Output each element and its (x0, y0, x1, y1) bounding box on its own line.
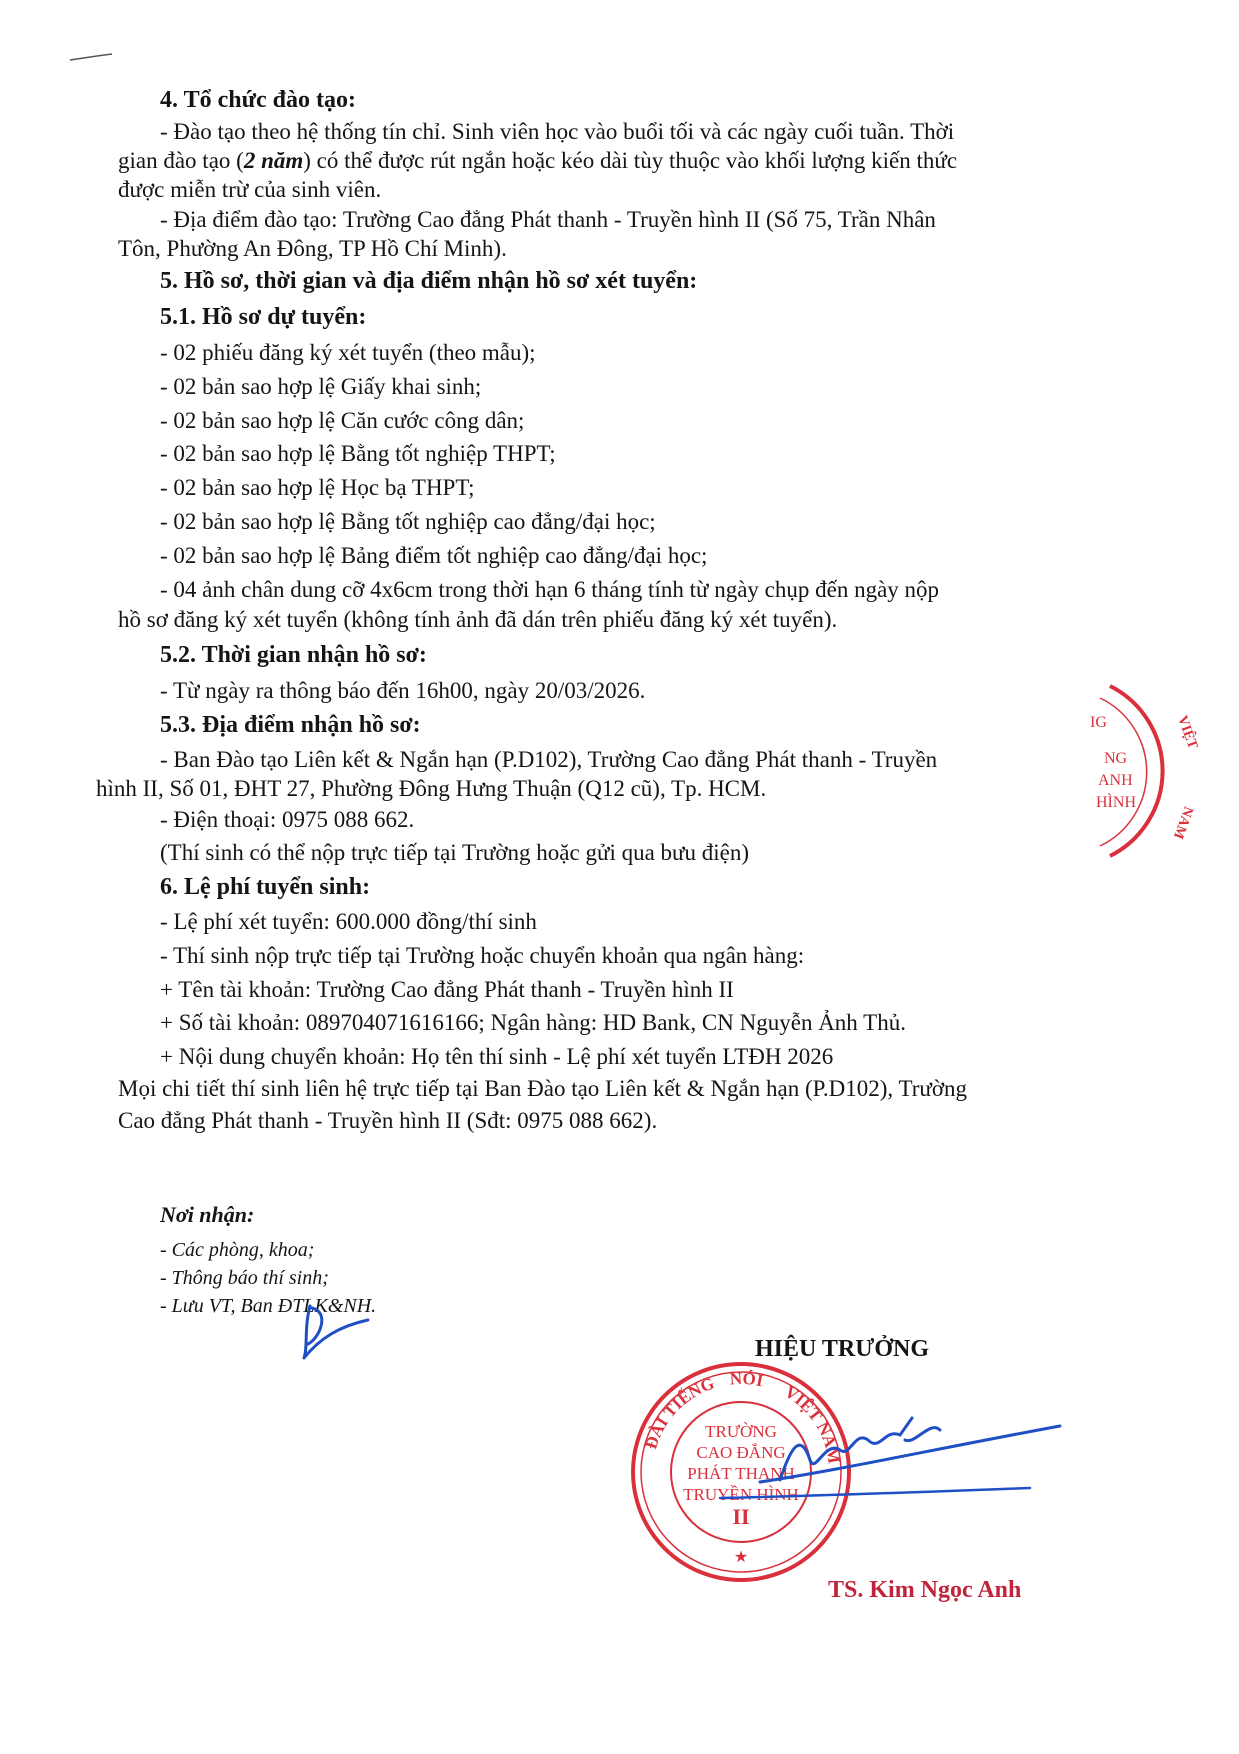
section-4-line-2-pre: gian đào tạo ( (118, 148, 244, 173)
section-5-2-heading: 5.2. Thời gian nhận hồ sơ: (160, 642, 427, 668)
partial-stamp-line: NG (1104, 750, 1128, 767)
recipient-item: - Các phòng, khoa; (160, 1239, 315, 1261)
doc-item-continued: hồ sơ đăng ký xét tuyển (không tính ảnh đã dán trên phiếu đăng ký xét tuyển). (118, 607, 838, 632)
doc-item: - 02 bản sao hợp lệ Học bạ THPT; (160, 475, 475, 500)
training-duration: 2 năm (243, 148, 304, 173)
section-4-line-5: Tôn, Phường An Đông, TP Hồ Chí Minh). (118, 236, 507, 261)
signature-title: HIỆU TRƯỞNG (755, 1336, 930, 1362)
closing-line-1: Mọi chi tiết thí sinh liên hệ trực tiếp tại Ban Đào tạo Liên kết & Ngắn hạn (P.D102), Trường (118, 1076, 968, 1101)
account-number: + Số tài khoản: 089704071616166; Ngân hàng: HD Bank, CN Nguyễn Ảnh Thủ. (160, 1010, 906, 1035)
closing-line-2: Cao đẳng Phát thanh - Truyền hình II (Sđt: 0975 088 662). (118, 1108, 658, 1133)
stamp-line: CAO ĐẲNG (696, 1443, 786, 1462)
recipients-heading: Nơi nhận: (160, 1202, 255, 1227)
initials-mark (290, 1298, 380, 1368)
stamp-line: II (732, 1504, 750, 1529)
scan-mark (66, 46, 126, 66)
principal-signature (700, 1400, 1080, 1510)
stamp-ring-right-text: VIỆT NAM (781, 1382, 844, 1465)
section-5-1-heading: 5.1. Hồ sơ dự tuyển: (160, 304, 367, 330)
recipient-item: - Thông báo thí sinh; (160, 1267, 329, 1289)
partial-stamp-ring-text: VIỆT (1174, 713, 1201, 752)
section-5-heading: 5. Hồ sơ, thời gian và địa điểm nhận hồ sơ xét tuyển: (160, 268, 698, 294)
section-4-line-2 (118, 146, 957, 175)
transfer-content: + Nội dung chuyển khoản: Họ tên thí sinh - Lệ phí xét tuyển LTĐH 2026 (160, 1044, 834, 1069)
doc-item: - 02 bản sao hợp lệ Bằng tốt nghiệp cao đẳng/đại học; (160, 509, 656, 534)
stamp-line: TRƯỜNG (705, 1422, 777, 1441)
submission-note: (Thí sinh có thể nộp trực tiếp tại Trường hoặc gửi qua bưu điện) (160, 840, 750, 865)
stamp-ring-top-text: NÓI (729, 1368, 765, 1391)
star-icon: ★ (733, 1549, 749, 1566)
doc-item: - 02 phiếu đăng ký xét tuyển (theo mẫu); (160, 340, 536, 365)
section-4-line-4: - Địa điểm đào tạo: Trường Cao đẳng Phát thanh - Truyền hình II (Số 75, Trần Nhân (160, 207, 936, 232)
recipient-item: - Lưu VT, Ban ĐTLK&NH. (160, 1295, 377, 1317)
stamp-line: PHÁT THANH (687, 1464, 795, 1483)
section-4-heading: 4. Tổ chức đào tạo: (160, 87, 356, 113)
partial-stamp-line: IG (1090, 714, 1107, 731)
stamp-ring-left-text: ĐÀI TIẾNG (641, 1373, 717, 1452)
section-4-line-3: được miễn trừ của sinh viên. (118, 177, 382, 202)
doc-item: - 02 bản sao hợp lệ Giấy khai sinh; (160, 374, 482, 399)
svg-text:NÓI (729, 1369, 765, 1391)
partial-stamp-ring-text: NAM (1169, 804, 1196, 841)
section-4-line-1: - Đào tạo theo hệ thống tín chỉ. Sinh viên học vào buổi tối và các ngày cuối tuần. Thời (160, 119, 955, 144)
doc-item: - 04 ảnh chân dung cỡ 4x6cm trong thời hạn 6 tháng tính từ ngày chụp đến ngày nộp (160, 577, 940, 602)
doc-item: - 02 bản sao hợp lệ Bằng tốt nghiệp THPT; (160, 441, 556, 466)
section-5-3-heading: 5.3. Địa điểm nhận hồ sơ: (160, 712, 421, 738)
deadline-text: - Từ ngày ra thông báo đến 16h00, ngày 20/03/2026. (160, 678, 646, 703)
fee-line-1: - Lệ phí xét tuyển: 600.000 đồng/thí sinh (160, 909, 537, 934)
signer-name: TS. Kim Ngọc Anh (828, 1577, 1022, 1603)
location-line-2: hình II, Số 01, ĐHT 27, Phường Đông Hưng Thuận (Q12 cũ), Tp. HCM. (96, 776, 767, 801)
section-4-line-2-post: ) có thể được rút ngắn hoặc kéo dài tùy thuộc vào khối lượng kiến thức (303, 148, 958, 173)
account-name: + Tên tài khoản: Trường Cao đẳng Phát thanh - Truyền hình II (160, 977, 734, 1002)
phone-line: - Điện thoại: 0975 088 662. (160, 807, 415, 832)
doc-item: - 02 bản sao hợp lệ Căn cước công dân; (160, 408, 525, 433)
partial-stamp-line: ANH (1098, 772, 1133, 789)
location-line-1: - Ban Đào tạo Liên kết & Ngắn hạn (P.D102), Trường Cao đẳng Phát thanh - Truyền (160, 747, 938, 772)
doc-item: - 02 bản sao hợp lệ Bảng điểm tốt nghiệp cao đẳng/đại học; (160, 543, 708, 568)
fee-line-2: - Thí sinh nộp trực tiếp tại Trường hoặc chuyển khoản qua ngân hàng: (160, 943, 805, 968)
stamp-line: TRUYỀN HÌNH (683, 1485, 799, 1504)
section-6-heading: 6. Lệ phí tuyển sinh: (160, 874, 371, 900)
partial-stamp-line: HÌNH (1096, 794, 1136, 811)
